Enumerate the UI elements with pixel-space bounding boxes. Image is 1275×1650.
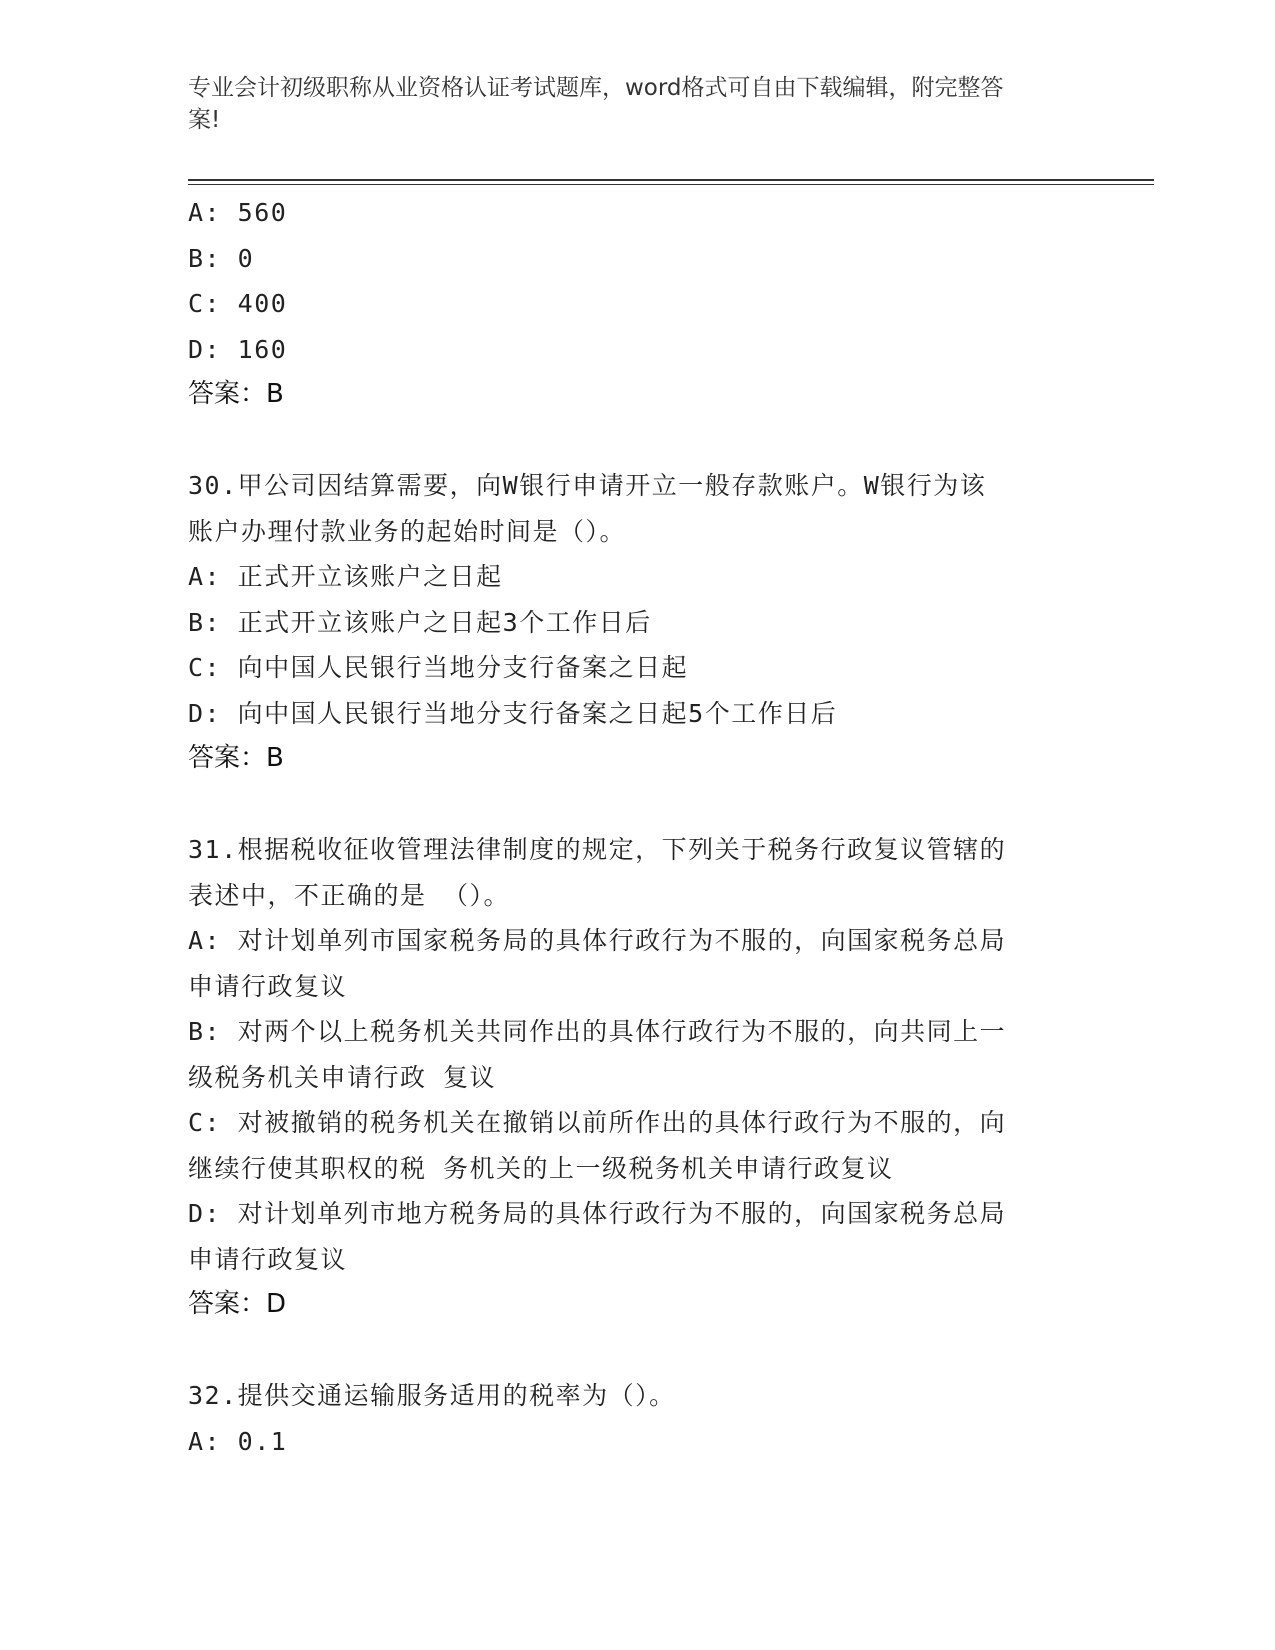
question-stem: 30.甲公司因结算需要，向W银行申请开立一般存款账户。W银行为该 xyxy=(188,471,987,500)
question-32 xyxy=(188,1373,1088,1464)
question-31 xyxy=(188,827,1088,1328)
option-a: A: 对计划单列市国家税务局的具体行政行为不服的，向国家税务总局 xyxy=(188,926,1007,955)
header-divider-thick xyxy=(188,179,1154,181)
question-content xyxy=(188,190,1088,1464)
spacer xyxy=(188,418,1088,464)
question-stem-continued: 表述中，不正确的是 （）。 xyxy=(188,880,511,910)
option-b: B: 0 xyxy=(188,243,255,273)
question-stem: 32.提供交通运输服务适用的税率为（）。 xyxy=(188,1381,676,1410)
answer: 答案：D xyxy=(188,1289,287,1319)
option-b-continued: 级税务机关申请行政 复议 xyxy=(188,1062,497,1092)
spacer xyxy=(188,782,1088,828)
option-c: C: 向中国人民银行当地分支行备案之日起 xyxy=(188,653,689,682)
header-line-2: 案! xyxy=(188,107,221,133)
question-29 xyxy=(188,190,1088,418)
spacer xyxy=(188,1328,1088,1374)
header-divider-thin xyxy=(188,184,1154,185)
header-line-1: 专业会计初级职称从业资格认证考试题库，word格式可自由下载编辑，附完整答 xyxy=(188,75,1004,101)
option-d: D: 向中国人民银行当地分支行备案之日起5个工作日后 xyxy=(188,698,838,728)
page-header xyxy=(188,72,1068,136)
question-stem-continued: 账户办理付款业务的起始时间是（）。 xyxy=(188,516,627,546)
option-d: D: 对计划单列市地方税务局的具体行政行为不服的，向国家税务总局 xyxy=(188,1199,1007,1228)
option-a-continued: 申请行政复议 xyxy=(188,971,348,1001)
option-d: D: 160 xyxy=(188,334,288,364)
answer: 答案：B xyxy=(188,379,284,409)
option-c: C: 对被撤销的税务机关在撤销以前所作出的具体行政行为不服的，向 xyxy=(188,1108,1007,1137)
option-a: A: 560 xyxy=(188,198,288,227)
question-stem: 31.根据税收征收管理法律制度的规定，下列关于税务行政复议管辖的 xyxy=(188,835,1007,864)
answer: 答案：B xyxy=(188,743,284,773)
option-b: B: 正式开立该账户之日起3个工作日后 xyxy=(188,607,652,637)
option-c: C: 400 xyxy=(188,289,288,318)
option-b: B: 对两个以上税务机关共同作出的具体行政行为不服的，向共同上一 xyxy=(188,1017,1007,1046)
question-30 xyxy=(188,463,1088,782)
option-d-continued: 申请行政复议 xyxy=(188,1244,348,1274)
option-a: A: 正式开立该账户之日起 xyxy=(188,562,503,591)
option-c-continued: 继续行使其职权的税 务机关的上一级税务机关申请行政复议 xyxy=(188,1153,894,1183)
option-a: A: 0.1 xyxy=(188,1426,288,1456)
